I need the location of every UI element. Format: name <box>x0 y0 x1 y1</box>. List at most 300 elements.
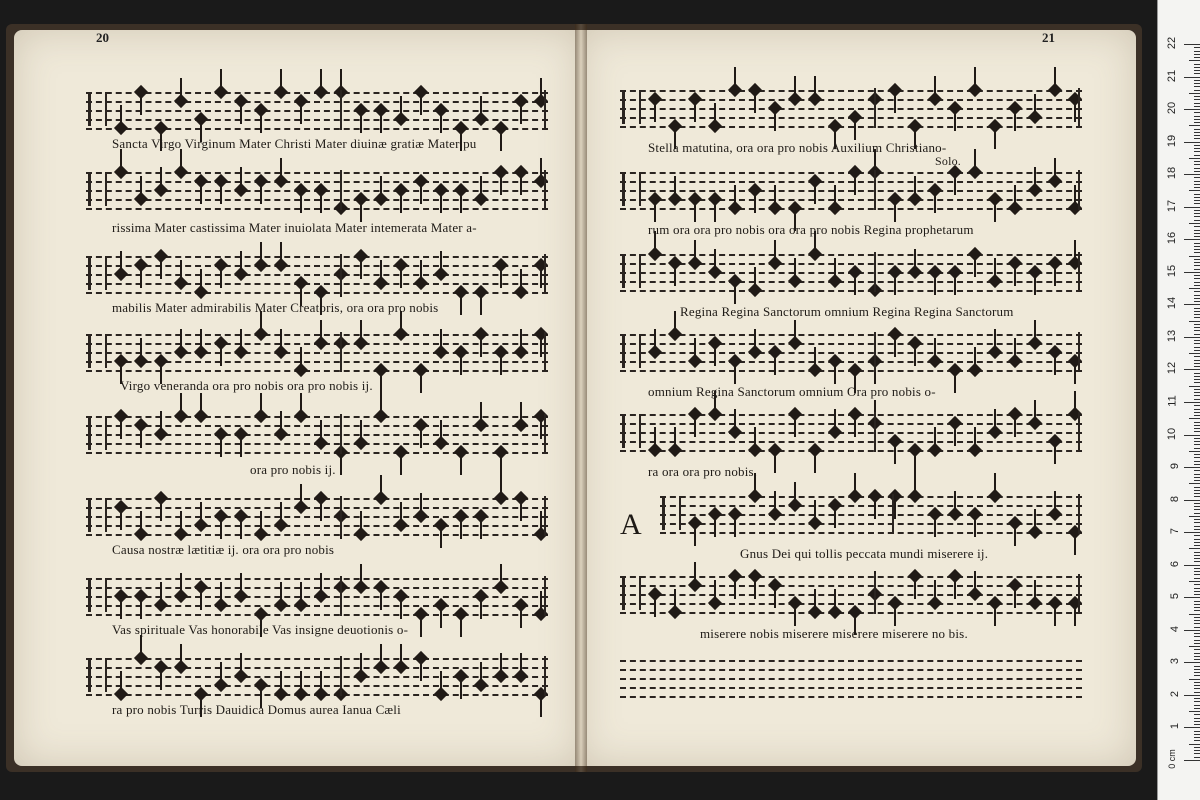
lyric-line: Vas spirituale Vas honorabile Vas insigne deuotionis o- <box>112 622 409 637</box>
note-stem <box>694 524 696 546</box>
note-stem <box>914 344 916 366</box>
note-stem <box>834 506 836 528</box>
initial-letter: A <box>620 508 642 541</box>
note-stem <box>140 511 142 533</box>
music-staff <box>660 492 1082 536</box>
note-stem <box>200 393 202 415</box>
bar-line <box>544 656 546 696</box>
clef-icon <box>622 90 641 124</box>
note-stem <box>260 511 262 533</box>
note-stem <box>460 353 462 375</box>
note-stem <box>994 127 996 149</box>
ruler-number: 8 <box>1168 495 1181 502</box>
left-page-number: 20 <box>96 30 109 45</box>
note-stem <box>480 517 482 539</box>
note-stem <box>894 91 896 113</box>
note-stem <box>360 511 362 533</box>
note-stem <box>140 176 142 198</box>
lyric-line: Regina Regina Sanctorum omnium Regina Regina Sanctorum <box>680 304 1014 319</box>
note-stem <box>420 182 422 204</box>
note-stem <box>1034 94 1036 116</box>
note-stem <box>954 173 956 195</box>
note-stem <box>140 597 142 619</box>
bar-line <box>544 496 546 536</box>
note-stem <box>280 158 282 180</box>
note-stem <box>714 580 716 602</box>
measurement-ruler <box>1157 0 1200 800</box>
note-stem <box>160 257 162 279</box>
ruler-number: 12 <box>1165 362 1178 375</box>
note-stem <box>914 577 916 599</box>
note-stem <box>500 353 502 375</box>
note-stem <box>300 191 302 213</box>
note-stem <box>320 573 322 595</box>
note-stem <box>974 347 976 369</box>
clef-icon <box>88 256 107 290</box>
note-stem <box>694 415 696 437</box>
ruler-number: 1 <box>1168 723 1181 730</box>
note-stem <box>480 293 482 315</box>
note-stem <box>380 371 382 393</box>
note-stem <box>834 362 836 384</box>
note-stem <box>160 411 162 433</box>
note-stem <box>754 427 756 449</box>
note-stem <box>520 329 522 351</box>
note-stem <box>200 329 202 351</box>
note-stem <box>994 258 996 280</box>
note-stem <box>420 93 422 115</box>
note-stem <box>994 329 996 351</box>
note-stem <box>654 329 656 351</box>
note-stem <box>734 282 736 304</box>
ruler-number: 20 <box>1165 101 1178 115</box>
note-stem <box>520 499 522 521</box>
note-stem <box>934 580 936 602</box>
note-stem <box>540 695 542 717</box>
note-stem <box>694 100 696 122</box>
note-stem <box>520 173 522 195</box>
note-stem <box>1034 320 1036 342</box>
note-stem <box>480 96 482 118</box>
note-stem <box>400 191 402 213</box>
note-stem <box>794 482 796 504</box>
note-stem <box>260 393 262 415</box>
bar-line <box>544 414 546 454</box>
note-stem <box>894 273 896 295</box>
ruler-number: 7 <box>1168 528 1181 535</box>
note-stem <box>934 338 936 360</box>
note-stem <box>120 105 122 127</box>
ruler-number: 10 <box>1165 427 1178 440</box>
note-stem <box>994 604 996 626</box>
note-stem <box>754 91 756 113</box>
ruler-number: 17 <box>1165 199 1178 212</box>
note-stem <box>974 67 976 89</box>
note-stem <box>854 273 856 295</box>
music-staff <box>86 654 548 698</box>
clef-icon <box>88 416 107 450</box>
note-stem <box>200 502 202 524</box>
note-stem <box>460 191 462 213</box>
note-stem <box>834 409 836 431</box>
note-stem <box>260 111 262 133</box>
bar-line <box>874 332 876 372</box>
note-stem <box>380 475 382 497</box>
note-stem <box>360 320 362 342</box>
note-stem <box>814 451 816 473</box>
note-stem <box>974 149 976 171</box>
note-stem <box>1074 100 1076 122</box>
note-stem <box>694 338 696 360</box>
ruler-number: 22 <box>1165 36 1178 50</box>
note-stem <box>540 591 542 613</box>
lyric-line: rissima Mater castissima Mater inuiolata Mater intemerata Mater a- <box>112 220 477 235</box>
note-stem <box>974 515 976 537</box>
note-stem <box>380 176 382 198</box>
note-stem <box>480 176 482 198</box>
note-stem <box>974 427 976 449</box>
music-staff <box>86 412 548 456</box>
note-stem <box>180 78 182 100</box>
note-stem <box>854 118 856 140</box>
lyric-line: ra pro nobis Turris Dauidica Domus aurea Ianua Cæli <box>112 702 401 717</box>
note-stem <box>934 515 936 537</box>
note-stem <box>734 577 736 599</box>
note-stem <box>674 427 676 449</box>
note-stem <box>160 167 162 189</box>
note-stem <box>714 515 716 537</box>
note-stem <box>420 615 422 637</box>
note-stem <box>300 393 302 415</box>
note-stem <box>994 409 996 431</box>
note-stem <box>1074 533 1076 555</box>
note-stem <box>260 242 262 264</box>
note-stem <box>360 653 362 675</box>
note-stem <box>1054 67 1056 89</box>
note-stem <box>914 249 916 271</box>
note-stem <box>1014 185 1016 207</box>
note-stem <box>1034 400 1036 422</box>
note-stem <box>140 266 142 288</box>
clef-icon <box>662 496 681 530</box>
ruler-number: 16 <box>1165 232 1178 245</box>
note-stem <box>694 562 696 584</box>
note-stem <box>520 653 522 675</box>
note-stem <box>500 475 502 497</box>
note-stem <box>934 191 936 213</box>
note-stem <box>220 266 222 288</box>
note-stem <box>1034 167 1036 189</box>
note-stem <box>240 167 242 189</box>
bar-line <box>544 332 546 372</box>
note-stem <box>260 182 262 204</box>
ruler-number: 9 <box>1168 463 1181 470</box>
note-stem <box>954 109 956 131</box>
note-stem <box>834 258 836 280</box>
ruler-number: 21 <box>1165 69 1178 82</box>
bar-line <box>340 576 342 616</box>
bar-line <box>544 170 546 210</box>
clef-icon <box>88 578 107 612</box>
note-stem <box>1074 604 1076 626</box>
note-stem <box>540 266 542 288</box>
note-stem <box>280 329 282 351</box>
note-stem <box>520 606 522 628</box>
note-stem <box>1014 524 1016 546</box>
clef-icon <box>88 92 107 126</box>
note-stem <box>440 526 442 548</box>
note-stem <box>320 191 322 213</box>
note-stem <box>220 69 222 91</box>
right-page-number: 21 <box>1042 30 1055 45</box>
note-stem <box>954 491 956 513</box>
note-stem <box>360 420 362 442</box>
note-stem <box>300 347 302 369</box>
note-stem <box>520 402 522 424</box>
note-stem <box>480 597 482 619</box>
music-staff <box>86 330 548 374</box>
note-stem <box>240 102 242 124</box>
ruler-number: 15 <box>1165 264 1178 277</box>
note-stem <box>460 677 462 699</box>
note-stem <box>400 453 402 475</box>
note-stem <box>340 69 342 91</box>
music-staff <box>86 88 548 132</box>
note-stem <box>734 362 736 384</box>
ruler-number: 14 <box>1165 297 1178 310</box>
note-stem <box>654 427 656 449</box>
lyric-line: mabilis Mater admirabilis Mater Creatoris, ora ora pro nobis <box>112 300 439 315</box>
note-stem <box>500 453 502 475</box>
note-stem <box>400 597 402 619</box>
note-stem <box>814 500 816 522</box>
note-stem <box>460 517 462 539</box>
bar-line <box>340 332 342 372</box>
clef-icon <box>88 658 107 692</box>
note-stem <box>280 582 282 604</box>
note-stem <box>540 158 542 180</box>
note-stem <box>480 662 482 684</box>
note-stem <box>794 415 796 437</box>
note-stem <box>440 420 442 442</box>
note-stem <box>240 329 242 351</box>
lyric-line: miserere nobis miserere miserere miserere no bis. <box>700 626 968 641</box>
note-stem <box>1054 442 1056 464</box>
bar-line <box>340 414 342 454</box>
note-stem <box>400 502 402 524</box>
note-stem <box>140 426 142 448</box>
note-stem <box>1074 391 1076 413</box>
note-stem <box>974 255 976 277</box>
note-stem <box>1074 362 1076 384</box>
note-stem <box>420 493 422 515</box>
note-stem <box>734 515 736 537</box>
bar-line <box>340 496 342 536</box>
note-stem <box>794 76 796 98</box>
note-stem <box>380 588 382 610</box>
lyric-line: Gnus Dei qui tollis peccata mundi miserere ij. <box>740 546 989 561</box>
note-stem <box>834 589 836 611</box>
music-staff <box>620 86 1082 130</box>
bar-line <box>874 412 876 452</box>
note-stem <box>934 427 936 449</box>
music-staff <box>86 168 548 212</box>
note-stem <box>440 111 442 133</box>
note-stem <box>894 497 896 519</box>
lyric-line: Stella matutina, ora ora pro nobis Auxilium Christiano- <box>648 140 947 155</box>
music-staff <box>620 250 1082 294</box>
note-stem <box>180 329 182 351</box>
note-stem <box>914 451 916 473</box>
note-stem <box>320 420 322 442</box>
note-stem <box>180 573 182 595</box>
note-stem <box>974 571 976 593</box>
note-stem <box>320 320 322 342</box>
note-stem <box>834 185 836 207</box>
note-stem <box>280 502 282 524</box>
note-stem <box>320 499 322 521</box>
note-stem <box>714 103 716 125</box>
bar-line <box>544 90 546 130</box>
note-stem <box>894 604 896 626</box>
note-stem <box>180 511 182 533</box>
note-stem <box>120 671 122 693</box>
note-stem <box>440 191 442 213</box>
note-stem <box>1014 586 1016 608</box>
note-stem <box>1014 264 1016 286</box>
empty-staff <box>620 656 1082 700</box>
note-stem <box>220 517 222 539</box>
lyric-line: rum ora ora pro nobis ora ora pro nobis Regina prophetarum <box>648 222 974 237</box>
clef-icon <box>88 334 107 368</box>
note-stem <box>774 109 776 131</box>
bar-line <box>1078 252 1080 292</box>
note-stem <box>240 435 242 457</box>
note-stem <box>774 185 776 207</box>
note-stem <box>180 393 182 415</box>
note-stem <box>694 240 696 262</box>
note-stem <box>1014 338 1016 360</box>
note-stem <box>500 653 502 675</box>
note-stem <box>380 644 382 666</box>
note-stem <box>814 76 816 98</box>
note-stem <box>500 173 502 195</box>
note-stem <box>694 200 696 222</box>
note-stem <box>180 260 182 282</box>
clef-icon <box>88 172 107 206</box>
note-stem <box>874 497 876 519</box>
bar-line <box>340 170 342 210</box>
note-stem <box>954 273 956 295</box>
note-stem <box>1054 158 1056 180</box>
note-stem <box>300 484 302 506</box>
note-stem <box>894 200 896 222</box>
clef-icon <box>622 334 641 368</box>
note-stem <box>1074 240 1076 262</box>
note-stem <box>420 260 422 282</box>
note-stem <box>240 653 242 675</box>
note-stem <box>220 182 222 204</box>
clef-icon <box>622 414 641 448</box>
note-stem <box>220 662 222 684</box>
note-stem <box>794 258 796 280</box>
bar-line <box>874 252 876 292</box>
note-stem <box>460 453 462 475</box>
note-stem <box>714 249 716 271</box>
music-staff <box>86 574 548 618</box>
note-stem <box>1034 580 1036 602</box>
music-staff <box>620 330 1082 374</box>
note-stem <box>754 329 756 351</box>
note-stem <box>360 111 362 133</box>
note-stem <box>380 393 382 415</box>
note-stem <box>320 69 322 91</box>
note-stem <box>220 344 222 366</box>
ruler-unit-label: 0 cm <box>1167 749 1178 769</box>
note-stem <box>380 260 382 282</box>
note-stem <box>1034 509 1036 531</box>
note-stem <box>774 586 776 608</box>
note-stem <box>420 659 422 681</box>
note-stem <box>140 635 142 657</box>
music-staff <box>86 494 548 538</box>
note-stem <box>654 595 656 617</box>
note-stem <box>120 251 122 273</box>
note-stem <box>140 338 142 360</box>
music-staff <box>86 252 548 296</box>
note-stem <box>774 240 776 262</box>
note-stem <box>1014 109 1016 131</box>
note-stem <box>1034 273 1036 295</box>
note-stem <box>754 267 756 289</box>
note-stem <box>440 671 442 693</box>
note-stem <box>400 644 402 666</box>
note-stem <box>794 604 796 626</box>
note-stem <box>1054 491 1056 513</box>
clef-icon <box>622 254 641 288</box>
note-stem <box>400 266 402 288</box>
note-stem <box>854 473 856 495</box>
note-stem <box>540 511 542 533</box>
note-stem <box>954 577 956 599</box>
note-stem <box>480 402 482 424</box>
note-stem <box>814 182 816 204</box>
lyric-line: omnium Regina Sanctorum omnium Ora pro nobis o- <box>648 384 936 399</box>
note-stem <box>654 100 656 122</box>
note-stem <box>300 671 302 693</box>
bar-line <box>874 574 876 614</box>
note-stem <box>280 69 282 91</box>
note-stem <box>914 473 916 495</box>
ruler-number: 2 <box>1168 690 1181 697</box>
ruler-number: 5 <box>1168 593 1181 600</box>
note-stem <box>480 335 482 357</box>
note-stem <box>914 176 916 198</box>
note-stem <box>240 517 242 539</box>
note-stem <box>854 173 856 195</box>
note-stem <box>520 102 522 124</box>
note-stem <box>360 564 362 586</box>
note-stem <box>120 417 122 439</box>
bar-line <box>340 656 342 696</box>
note-stem <box>540 335 542 357</box>
note-stem <box>280 671 282 693</box>
bar-line <box>1078 494 1080 534</box>
note-stem <box>440 251 442 273</box>
note-stem <box>360 200 362 222</box>
note-stem <box>734 409 736 431</box>
note-stem <box>994 473 996 495</box>
